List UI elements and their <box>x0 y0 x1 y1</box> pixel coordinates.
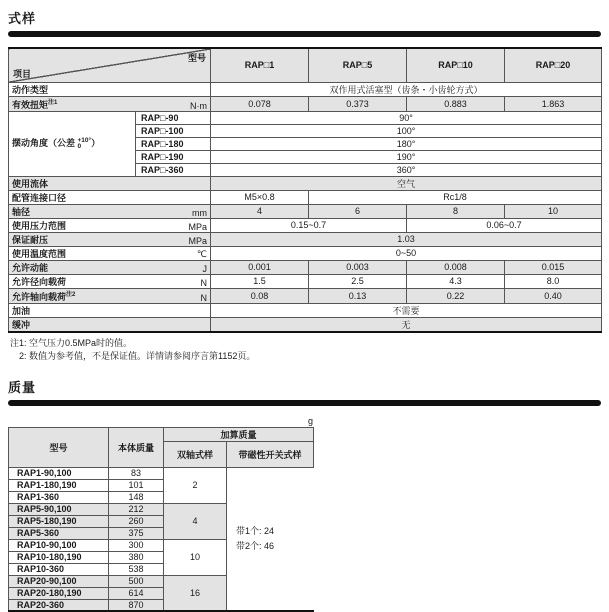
swing-angle-value: 100° <box>211 124 602 137</box>
mass-value: 148 <box>109 491 164 503</box>
mass-model: RAP10-180,190 <box>9 551 109 563</box>
row-value: 0.06~0.7 <box>407 218 602 232</box>
row-unit: mm <box>192 207 207 218</box>
swing-model: RAP□-180 <box>136 137 211 150</box>
row-value: 0.08 <box>211 288 309 303</box>
row-label-swing-angle: 摆动角度（公差 +10° 0 ） <box>9 111 136 176</box>
row-unit: MPa <box>188 221 207 232</box>
mass-value: 500 <box>109 575 164 587</box>
row-label: 轴径 mm <box>9 204 211 218</box>
spec-row-thrust-load <box>9 288 602 303</box>
row-label: 动作类型 <box>9 82 211 96</box>
double-shaft-added-mass: 2 <box>164 467 227 503</box>
row-label: 加油 <box>9 303 211 317</box>
swing-model: RAP□-190 <box>136 150 211 163</box>
mass-value: 380 <box>109 551 164 563</box>
row-value: 0.22 <box>407 288 505 303</box>
mass-model: RAP1-360 <box>9 491 109 503</box>
mass-table <box>8 427 314 612</box>
row-value: 0.373 <box>309 96 407 111</box>
row-label: 有效扭矩$^{注1}$ N·m <box>9 96 211 111</box>
mass-col-double-shaft: 双轴式样 <box>164 441 227 467</box>
row-value: 1.863 <box>505 96 602 111</box>
row-value: 0.078 <box>211 96 309 111</box>
row-label: 配管连接口径 <box>9 190 211 204</box>
spec-col-header: RAP□1 <box>211 48 309 82</box>
double-shaft-added-mass: 4 <box>164 503 227 539</box>
row-value: 0.883 <box>407 96 505 111</box>
row-value: 4 <box>211 204 309 218</box>
mass-col-added-mass: 加算质量 <box>164 427 314 441</box>
mass-col-switch: 带磁性开关式样 <box>227 441 314 467</box>
mass-model: RAP1-180,190 <box>9 479 109 491</box>
row-value: 8 <box>407 204 505 218</box>
row-value: 1.03 <box>211 232 602 246</box>
spec-row-temp-range <box>9 246 602 260</box>
row-label: 使用压力范围 MPa <box>9 218 211 232</box>
double-shaft-added-mass: 16 <box>164 575 227 611</box>
note-line: 2: 数值为参考值，不是保证值。详情请参阅序言第1152页。 <box>19 350 256 361</box>
row-value: Rc1/8 <box>309 190 602 204</box>
mass-value: 260 <box>109 515 164 527</box>
row-unit: N·m <box>190 100 207 111</box>
row-unit: N <box>200 277 207 288</box>
row-value: 0.003 <box>309 260 407 274</box>
mass-value: 375 <box>109 527 164 539</box>
spec-section-title: 式样 <box>8 11 37 26</box>
mass-row <box>9 467 314 479</box>
mass-model: RAP20-90,100 <box>9 575 109 587</box>
note-ref: 注1 <box>48 99 58 106</box>
spec-notes <box>10 337 601 363</box>
mass-model: RAP10-360 <box>9 563 109 575</box>
mass-value: 212 <box>109 503 164 515</box>
tolerance-stack: +10° 0 <box>77 136 92 151</box>
row-unit: MPa <box>188 235 207 246</box>
row-value: 双作用式活塞型（齿条・小齿轮方式） <box>211 82 602 96</box>
spec-header-row <box>9 48 602 82</box>
row-value: 4.3 <box>407 274 505 288</box>
spec-row-pressure-range <box>9 218 602 232</box>
row-value: 10 <box>505 204 602 218</box>
row-value: 不需要 <box>211 303 602 317</box>
swing-angle-value: 190° <box>211 150 602 163</box>
spec-col-header: RAP□10 <box>407 48 505 82</box>
section-divider-bar <box>8 31 601 37</box>
swing-angle-value: 90° <box>211 111 602 124</box>
mass-col-model: 型号 <box>9 427 109 467</box>
spec-col-header: RAP□20 <box>505 48 602 82</box>
row-value: 0.015 <box>505 260 602 274</box>
row-value: M5×0.8 <box>211 190 309 204</box>
row-value: 0.40 <box>505 288 602 303</box>
mass-value: 101 <box>109 479 164 491</box>
spec-row-proof-pressure <box>9 232 602 246</box>
spec-row-cushion <box>9 317 602 332</box>
row-label: 允许径向载荷 N <box>9 274 211 288</box>
mass-value: 870 <box>109 599 164 611</box>
mass-unit-label: g <box>307 415 313 426</box>
swing-model: RAP□-100 <box>136 124 211 137</box>
mass-model: RAP5-360 <box>9 527 109 539</box>
spec-row-shaft-dia <box>9 204 602 218</box>
spec-row-fluid <box>9 176 602 190</box>
row-label: 使用流体 <box>9 176 211 190</box>
swing-angle-value: 360° <box>211 163 602 176</box>
corner-label-item: 项目 <box>13 68 32 79</box>
spec-table <box>8 47 602 333</box>
spec-row-action-type <box>9 82 602 96</box>
row-value: 8.0 <box>505 274 602 288</box>
row-unit: J <box>202 263 207 274</box>
spec-corner-cell <box>9 48 211 82</box>
row-value: 0.001 <box>211 260 309 274</box>
row-unit: N <box>200 292 207 303</box>
mass-value: 538 <box>109 563 164 575</box>
spec-row-port-size <box>9 190 602 204</box>
spec-row-radial-load <box>9 274 602 288</box>
spec-col-header: RAP□5 <box>309 48 407 82</box>
mass-section-title: 质量 <box>8 379 37 395</box>
row-value: 0~50 <box>211 246 602 260</box>
row-label: 允许轴向载荷$^{注2}$ N <box>9 288 211 303</box>
switch-added-mass-cell: 带1个: 24 带2个: 46 <box>227 467 314 611</box>
mass-model: RAP5-180,190 <box>9 515 109 527</box>
row-value: 空气 <box>211 176 602 190</box>
row-label: 缓冲 <box>9 317 211 332</box>
note-ref: 注2 <box>66 291 76 298</box>
row-value: 0.15~0.7 <box>211 218 407 232</box>
spec-row-lubrication <box>9 303 602 317</box>
mass-col-body-mass: 本体质量 <box>109 427 164 467</box>
mass-value: 614 <box>109 587 164 599</box>
spec-row-swing-angle <box>9 111 602 124</box>
swing-angle-value: 180° <box>211 137 602 150</box>
mass-value: 300 <box>109 539 164 551</box>
mass-header-row <box>9 427 314 441</box>
row-value: 1.5 <box>211 274 309 288</box>
row-value: 无 <box>211 317 602 332</box>
corner-label-model: 型号 <box>187 53 206 63</box>
mass-model: RAP1-90,100 <box>9 467 109 479</box>
note-line: 注1: 空气压力0.5MPa时的值。 <box>10 337 133 348</box>
mass-model: RAP20-180,190 <box>9 587 109 599</box>
row-value: 0.008 <box>407 260 505 274</box>
swing-model: RAP□-360 <box>136 163 211 176</box>
row-label: 允许动能 J <box>9 260 211 274</box>
row-value: 2.5 <box>309 274 407 288</box>
mass-value: 83 <box>109 467 164 479</box>
mass-model: RAP5-90,100 <box>9 503 109 515</box>
mass-model: RAP20-360 <box>9 599 109 611</box>
row-label: 保证耐压 MPa <box>9 232 211 246</box>
double-shaft-added-mass: 10 <box>164 539 227 575</box>
row-value: 0.13 <box>309 288 407 303</box>
row-label: 使用温度范围 ℃ <box>9 246 211 260</box>
spec-row-effective-torque <box>9 96 602 111</box>
section-divider-bar <box>8 400 601 406</box>
row-unit: ℃ <box>196 248 207 259</box>
mass-model: RAP10-90,100 <box>9 539 109 551</box>
spec-row-kinetic-energy <box>9 260 602 274</box>
row-value: 6 <box>309 204 407 218</box>
swing-model: RAP□-90 <box>136 111 211 124</box>
